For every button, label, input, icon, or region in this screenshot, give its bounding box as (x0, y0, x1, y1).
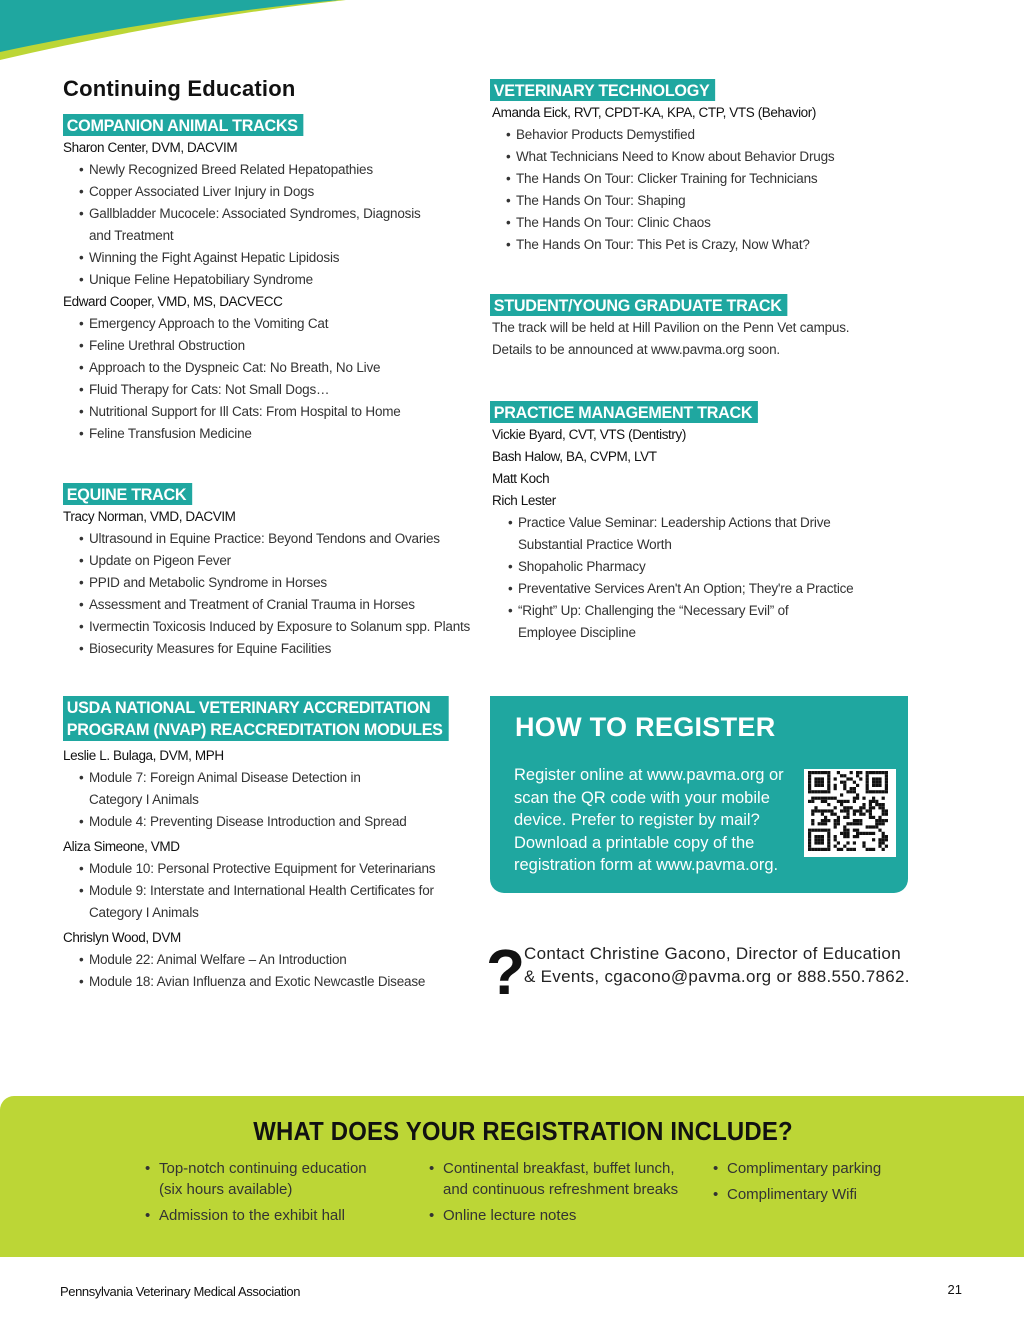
usda-band (63, 696, 448, 741)
register-box (490, 696, 908, 893)
equine-band: EQUINE TRACK (63, 483, 192, 505)
list-item: • Complimentary parking (713, 1158, 963, 1179)
usda-band-line-2: PROGRAM (NVAP) REACCREDITATION MODULES (66, 720, 443, 739)
list-item: • Module 10: Personal Protective Equipment for Veterinarians (63, 858, 473, 880)
qr-code-icon[interactable] (804, 769, 896, 857)
list-item: • PPID and Metabolic Syndrome in Horses (63, 572, 473, 594)
list-item-continuation: and Treatment (89, 228, 174, 243)
includes-column-1 (145, 1158, 385, 1231)
list-item: • Update on Pigeon Fever (63, 550, 473, 572)
left-column (63, 76, 473, 993)
right-column (490, 79, 920, 644)
list-item: • What Technicians Need to Know about Behavior Drugs (490, 146, 920, 168)
speaker: Amanda Eick, RVT, CPDT-KA, KPA, CTP, VTS (Behavior) (492, 105, 816, 120)
list-item: • Ivermectin Toxicosis Induced by Exposure to Solanum spp. Plants (63, 616, 473, 638)
list-item: • The Hands On Tour: Shaping (490, 190, 920, 212)
list-item: • Assessment and Treatment of Cranial Trauma in Horses (63, 594, 473, 616)
list-item: • Ultrasound in Equine Practice: Beyond Tendons and Ovaries (63, 528, 473, 550)
student-band: STUDENT/YOUNG GRADUATE TRACK (490, 294, 787, 316)
list-item: • Shopaholic Pharmacy (492, 556, 920, 578)
speaker: Matt Koch (492, 471, 550, 486)
list-item: • Copper Associated Liver Injury in Dogs (63, 181, 473, 203)
usda-band-line-1: USDA NATIONAL VETERINARY ACCREDITATION (66, 698, 431, 717)
list-item: • Feline Transfusion Medicine (63, 423, 473, 445)
list-item: • Emergency Approach to the Vomiting Cat (63, 313, 473, 335)
list-item-continuation: Substantial Practice Worth (518, 537, 672, 552)
list-item: • Gallbladder Mucocele: Associated Syndromes, Diagnosis (63, 203, 473, 225)
speaker: Chrislyn Wood, DVM (63, 930, 181, 945)
contact-text: Contact Christine Gacono, Director of Education & Events, cgacono@pavma.org or 888.550.7862. (524, 944, 910, 986)
list-item: • Module 4: Preventing Disease Introduction and Spread (63, 811, 473, 833)
list-item: • Unique Feline Hepatobiliary Syndrome (63, 269, 473, 291)
list-item-continuation: Employee Discipline (518, 625, 636, 640)
student-group (490, 317, 920, 361)
vettech-band: VETERINARY TECHNOLOGY (490, 79, 715, 101)
list-item: • Winning the Fight Against Hepatic Lipidosis (63, 247, 473, 269)
header-swoosh (0, 0, 1024, 70)
list-item: • Nutritional Support for Ill Cats: From Hospital to Home (63, 401, 473, 423)
usda-group (63, 745, 473, 993)
speaker: Sharon Center, DVM, DACVIM (63, 140, 238, 155)
page-number: 21 (947, 1282, 962, 1297)
speaker: Edward Cooper, VMD, MS, DACVECC (63, 294, 283, 309)
companion-band: COMPANION ANIMAL TRACKS (63, 114, 303, 136)
list-item: • Feline Urethral Obstruction (63, 335, 473, 357)
includes-column-2 (429, 1158, 679, 1231)
list-item: • Module 9: Interstate and International Health Certificates for (63, 880, 473, 902)
list-item: • Admission to the exhibit hall (145, 1205, 385, 1226)
speaker: Rich Lester (492, 493, 556, 508)
student-line-2: Details to be announced at www.pavma.org soon. (492, 342, 780, 357)
register-text: Register online at www.pavma.org or scan the QR code with your mobile device. Prefer to register by mail? Download a printable copy of the registration form at www.pavma.org. (514, 766, 784, 874)
list-item: • Module 18: Avian Influenza and Exotic Newcastle Disease (63, 971, 473, 993)
list-item: • Top-notch continuing education (six hours available) (145, 1158, 385, 1200)
list-item: • Fluid Therapy for Cats: Not Small Dogs… (63, 379, 473, 401)
speaker: Bash Halow, BA, CVPM, LVT (492, 449, 657, 464)
list-item: • Module 22: Animal Welfare – An Introduction (63, 949, 473, 971)
register-title: HOW TO REGISTER (515, 712, 776, 742)
includes-column-3 (713, 1158, 963, 1210)
practice-group (490, 424, 920, 644)
list-item: • Online lecture notes (429, 1205, 679, 1226)
practice-band: PRACTICE MANAGEMENT TRACK (490, 401, 758, 423)
student-line-1: The track will be held at Hill Pavilion on the Penn Vet campus. (492, 320, 850, 335)
list-item: • Continental breakfast, buffet lunch, and continuous refreshment breaks (429, 1158, 679, 1200)
question-mark-icon: ? (486, 936, 526, 1008)
includes-band (0, 1096, 1024, 1257)
companion-group-2 (63, 291, 473, 445)
equine-group (63, 506, 473, 660)
list-item-continuation: Category I Animals (89, 905, 199, 920)
list-item: • Biosecurity Measures for Equine Facilities (63, 638, 473, 660)
list-item: • Complimentary Wifi (713, 1184, 963, 1205)
list-item: • The Hands On Tour: This Pet is Crazy, Now What? (490, 234, 920, 256)
list-item: • Module 7: Foreign Animal Disease Detection in (63, 767, 473, 789)
speaker: Aliza Simeone, VMD (63, 839, 180, 854)
list-item: • Behavior Products Demystified (490, 124, 920, 146)
page-title: Continuing Education (63, 76, 296, 101)
list-item: • “Right” Up: Challenging the “Necessary Evil” of (492, 600, 920, 622)
list-item: • Preventative Services Aren't An Option; They're a Practice (492, 578, 920, 600)
list-item: • Approach to the Dyspneic Cat: No Breath, No Live (63, 357, 473, 379)
list-item: • Practice Value Seminar: Leadership Actions that Drive (492, 512, 920, 534)
companion-group-1 (63, 137, 473, 291)
footer-org: Pennsylvania Veterinary Medical Association (60, 1284, 301, 1299)
vettech-group (490, 102, 920, 256)
list-item: • The Hands On Tour: Clinic Chaos (490, 212, 920, 234)
list-item-continuation: Category I Animals (89, 792, 199, 807)
includes-title: WHAT DOES YOUR REGISTRATION INCLUDE? (253, 1116, 793, 1146)
speaker: Tracy Norman, VMD, DACVIM (63, 509, 236, 524)
list-item: • Newly Recognized Breed Related Hepatopathies (63, 159, 473, 181)
list-item: • The Hands On Tour: Clicker Training for Technicians (490, 168, 920, 190)
speaker: Vickie Byard, CVT, VTS (Dentistry) (492, 427, 686, 442)
speaker: Leslie L. Bulaga, DVM, MPH (63, 748, 224, 763)
